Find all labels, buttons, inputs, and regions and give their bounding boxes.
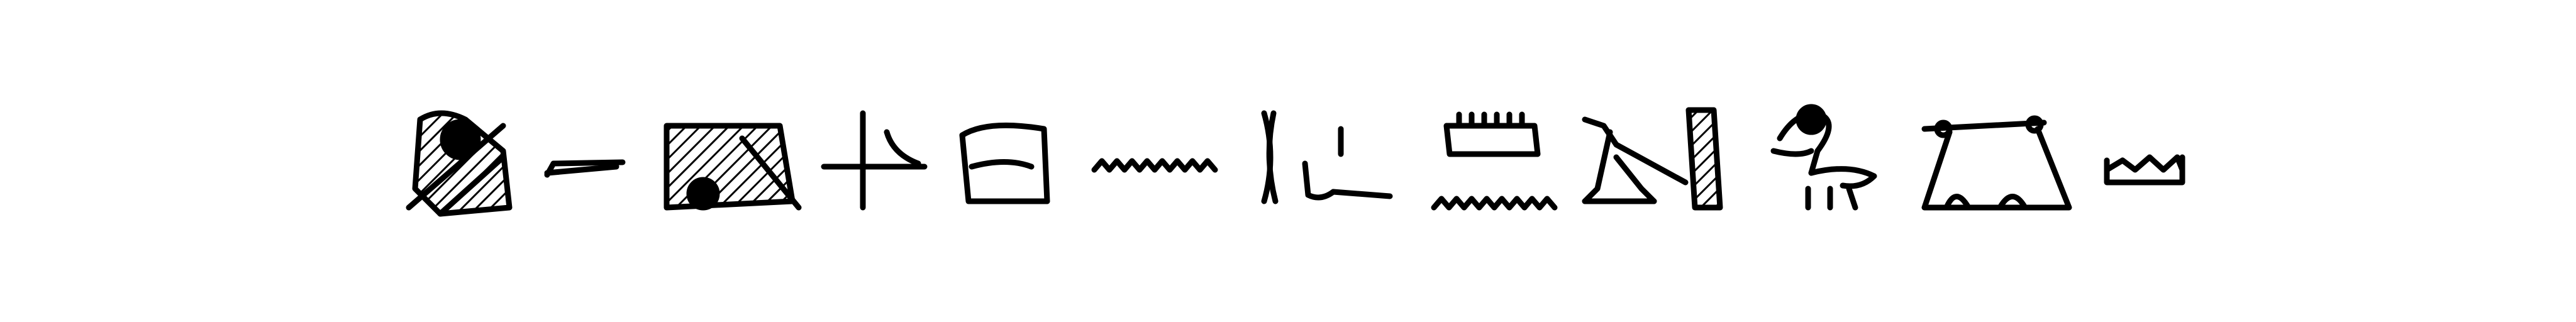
basket-sign [2107,157,2182,182]
bar-sign [547,162,623,175]
water-sign [1094,161,1215,170]
plant-sign [824,113,924,208]
crouching-figure-sign [1585,119,1685,201]
bird-sign [1774,107,1874,208]
house-sign [962,125,1047,201]
shrine-sign [1924,118,2069,208]
hatched-pillar-sign [1689,110,1720,208]
hatched-disk-sign [409,113,509,214]
reed-and-legs-sign [1264,113,1390,201]
water-board-sign [1434,114,1555,208]
hatched-block-sign [667,126,799,208]
